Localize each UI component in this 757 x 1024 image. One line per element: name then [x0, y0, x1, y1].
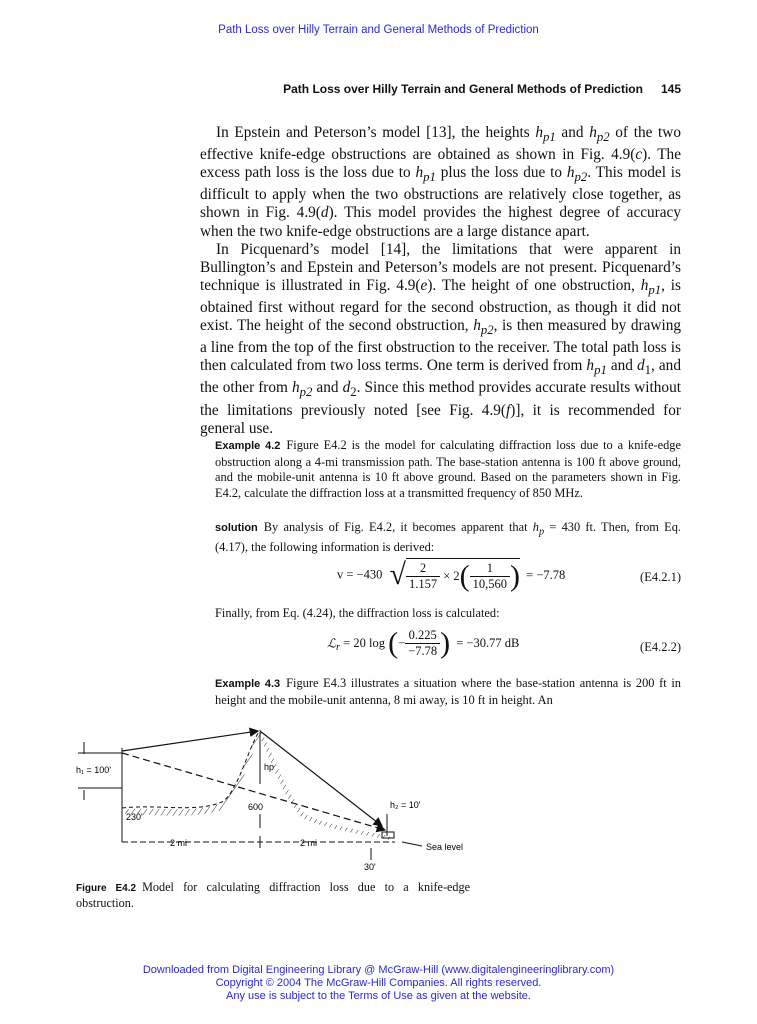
- label-distance-1: 2 mi: [170, 838, 188, 848]
- example-4-3: Example 4.3 Figure E4.3 illustrates a situation where the base-station antenna is 200 ft in height and the mobile-unit antenna, 8 mi away, is 10 ft in height. An: [215, 676, 681, 707]
- figure-e4-2-diagram: [70, 718, 490, 876]
- footer-line-2: Copyright © 2004 The McGraw-Hill Companies. All rights reserved.: [215, 977, 542, 989]
- paragraph-epstein: In Epstein and Peterson’s model [13], the heights $h_{p1}$ and $h_{p2}$ of the two effective knife-edge obstructions are obtained as shown in Fig. 4.9(c). The excess path loss is the loss due to $h_{p1}$ plus the loss due to $h_{p2}$. This model is difficult to apply when the two obstructions are relatively close together, as shown in Fig. 4.9(d). This model provides the highest degree of accuracy when the two knife-edge obstructions are a large distance apart.: [200, 124, 681, 240]
- direct-path: [122, 753, 385, 830]
- example-label: Example 4.3: [215, 678, 281, 690]
- equation-e4-2-2: ℒ$_r$ = 20 log (− $\frac{0.225}{-7.78}$ ) = −30.77 dB (E4.2.2): [327, 626, 681, 660]
- footer-line-3[interactable]: Any use is subject to the Terms of Use as given at the website.: [226, 990, 531, 1002]
- finally-text: Finally, from Eq. (4.24), the diffraction loss is calculated:: [215, 606, 500, 620]
- running-title: Path Loss over Hilly Terrain and General Methods of Prediction: [283, 82, 643, 96]
- label-distance-2: 2 mi: [300, 838, 318, 848]
- paragraph-picquenard: In Picquenard’s model [14], the limitations that were apparent in Bullington’s and Epstein and Peterson’s models are not present. Picquenard’s technique is illustrated in Fig. 4.9(e). The height of one obstruction, $h_{p1}$, is obtained first without regard for the second obstruction, as though it did not exist. The height of the second obstruction, $h_{p2}$, is then measured by drawing a line from the top of the first obstruction to the receiver. The total path loss is then calculated from two loss terms. One term is derived from $h_{p1}$ and $d_1$, and the other from $h_{p2}$ and $d_2$. Since this method provides accurate results without the limitations previously noted [see Fig. 4.9(f)], it is recommended for general use.: [200, 240, 681, 437]
- path-to-peak: [122, 731, 258, 751]
- solution-block: solution By analysis of Fig. E4.2, it becomes apparent that $h_p = 430$ ft. Then, from Eq. (4.17), the following information is derived:: [215, 520, 682, 555]
- body-text: [200, 124, 681, 438]
- footer-line-1[interactable]: Downloaded from Digital Engineering Library @ McGraw-Hill (www.digitalengineeringlibrary.com): [142, 964, 615, 976]
- terrain-hill: [122, 730, 390, 840]
- label-sea-level: Sea level: [426, 842, 464, 852]
- top-banner-link[interactable]: Path Loss over Hilly Terrain and General Methods of Prediction: [218, 24, 539, 36]
- equation-number: (E4.2.1): [640, 570, 681, 584]
- figure-label: Figure E4.2: [76, 883, 137, 894]
- ground-profile: [122, 730, 260, 808]
- figure-caption: Figure E4.2 Model for calculating diffraction loss due to a knife-edge obstruction.: [76, 880, 471, 910]
- example-4-2: Example 4.2 Figure E4.2 is the model for calculating diffraction loss due to a knife-edge obstruction along a 4-mi transmission path. The base-station antenna is 100 ft above ground, and the mobile-unit antenna is 10 ft above ground. Based on the parameters shown in Fig. E4.2, calculate the diffraction loss at a transmitted frequency of 850 MHz.: [215, 438, 681, 500]
- label-h1: h₁ = 100': [76, 765, 112, 775]
- equation-e4-2-1: v = −430 √ $\frac{2}{1.157}$ × 2( $\frac{1}{10,560}$ ) = −7.78 (E4.2.1): [337, 558, 681, 593]
- label-230: 230': [126, 812, 143, 822]
- page-number: 145: [660, 82, 681, 96]
- label-30: 30': [364, 862, 376, 872]
- label-600: 600: [248, 802, 264, 812]
- label-h2: h₂ = 10': [390, 800, 421, 810]
- solution-label: solution: [215, 522, 258, 534]
- equation-number: (E4.2.2): [640, 640, 681, 654]
- running-head: [200, 82, 681, 96]
- footer[interactable]: [0, 964, 757, 1003]
- example-label: Example 4.2: [215, 440, 281, 452]
- label-hp: hp: [264, 762, 275, 772]
